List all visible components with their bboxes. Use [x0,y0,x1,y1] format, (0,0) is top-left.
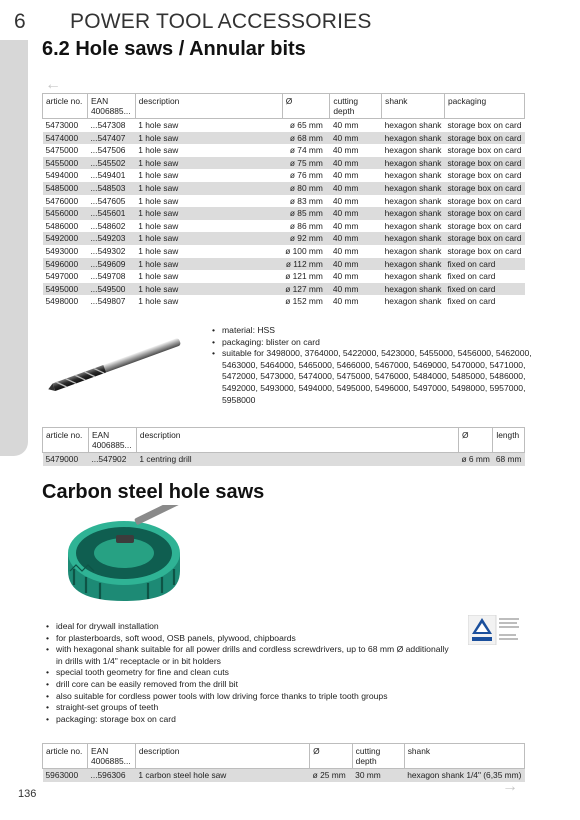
cell-depth: 40 mm [332,245,359,256]
cell-diameter: ø 152 mm [285,296,323,307]
cell-shank: hexagon shank [382,157,445,170]
list-item: • also suitable for cordless power tools with low driving force thanks to triple tooth groups [46,691,456,703]
table-row [43,258,525,271]
cell-diameter: ø 121 mm [285,271,323,282]
cell-ean: ...547407 [87,132,135,145]
header-article: article no. [43,428,89,453]
list-item: • drill core can be easily removed from the drill bit [46,679,456,691]
table-row [43,283,525,296]
cell-diameter: ø 85 mm [282,207,330,220]
cell-packaging: fixed on card [444,283,524,296]
cell-description: 1 hole saw [135,157,282,170]
table-row [43,232,525,245]
cell-packaging: fixed on card [444,258,524,271]
table-row [43,295,525,308]
carbon-steel-section-title: Carbon steel hole saws [42,481,265,503]
drill-features-list [212,325,532,406]
cell-shank: hexagon shank [384,220,442,231]
carbon-steel-hole-saw-table [42,743,525,782]
table-row [43,769,525,782]
cell-diameter: ø 100 mm [285,245,323,256]
table-row [43,144,525,157]
arrow-left-icon[interactable]: ← [45,76,61,93]
cell-depth: 40 mm [332,145,359,156]
section-title: 6.2 Hole saws / Annular bits [42,38,306,60]
list-item: • material: HSS [212,325,532,337]
centring-drill-image [44,330,186,400]
cell-depth: 40 mm [330,283,382,296]
table-header-row [43,428,525,453]
list-item: • suitable for 3498000, 3764000, 5422000, 5423000, 5455000, 5456000, 5462000, 5463000, 5464000, 5465000, 5466000, 5467000, 5469000, 5470000, 5471000, 5472000, 5473000, 5474000, 5475000, 5476000, 5484000, 5485000, 5486000, 5492000, 5493000, 5494000, 5495000, 5496000, 5497000, 5498000, 5957000, 5958000 [212,348,532,406]
cell-article: 5495000 [43,283,88,296]
cell-shank: hexagon shank [384,120,442,130]
cell-ean: ...549708 [90,271,126,282]
cell-packaging: storage box on card [447,245,522,256]
cell-description: 1 hole saw [138,195,179,206]
cell-packaging: fixed on card [447,296,496,307]
cell-ean: ...548503 [87,182,135,195]
cell-diameter: ø 80 mm [282,182,330,195]
list-item: • ideal for drywall installation [46,621,456,633]
cell-ean: ...548602 [90,220,126,231]
cell-ean: ...596306 [88,769,136,782]
cell-depth: 40 mm [330,258,382,271]
cell-article: 5963000 [43,769,88,782]
cell-description: 1 hole saw [135,182,282,195]
header-cutting-depth: cutting depth [330,94,382,119]
list-item: • with hexagonal shank suitable for all power drills and cordless screwdrivers, up to 68 mm Ø additionally in drills with 1/4" receptacle or in bit holders [46,644,456,667]
cell-ean: ...547605 [90,195,126,206]
cell-diameter: ø 127 mm [282,283,330,296]
cell-description: 1 hole saw [138,271,179,282]
cell-description: 1 hole saw [138,220,179,231]
cell-shank: hexagon shank [384,195,442,206]
table-row [43,207,525,220]
cell-shank: hexagon shank [382,182,445,195]
table-row [43,453,525,466]
cell-description: 1 hole saw [135,258,282,271]
cell-diameter: ø 68 mm [282,132,330,145]
table-row [43,195,525,208]
cell-packaging: storage box on card [444,207,524,220]
cell-depth: 40 mm [332,195,359,206]
header-ean: EAN 4006885... [88,428,136,453]
cell-packaging: storage box on card [447,220,522,231]
cell-article: 5494000 [45,170,79,181]
header-article: article no. [43,94,88,119]
list-item: • straight-set groups of teeth [46,702,456,714]
cell-description: 1 hole saw [135,207,282,220]
list-item: • special tooth geometry for fine and clean cuts [46,667,456,679]
cell-depth: 40 mm [332,296,359,307]
cell-ean: ...549203 [87,232,135,245]
header-description: description [135,744,309,769]
cell-packaging: storage box on card [447,170,522,181]
cell-ean: ...547902 [88,453,136,466]
cell-shank: hexagon shank [384,245,442,256]
cell-article: 5497000 [45,271,79,282]
cell-article: 5455000 [43,157,88,170]
cell-depth: 40 mm [332,220,359,231]
table-row [43,119,525,132]
cell-shank: hexagon shank [382,283,445,296]
cell-length: 68 mm [493,453,525,466]
cell-description: 1 hole saw [138,120,179,130]
header-ean: EAN 4006885... [88,744,136,769]
header-length: length [493,428,525,453]
cell-description: 1 hole saw [138,145,179,156]
cell-packaging: storage box on card [447,120,522,130]
table-row [43,169,525,182]
table-header-row [43,94,525,119]
header-packaging: packaging [444,94,524,119]
cell-article: 5496000 [43,258,88,271]
cell-depth: 40 mm [330,132,382,145]
cell-shank: hexagon shank [384,271,442,282]
cell-diameter: ø 74 mm [289,145,323,156]
cell-ean: ...549807 [90,296,126,307]
cell-article: 5456000 [43,207,88,220]
cell-packaging: fixed on card [447,271,496,282]
certification-logo [468,615,522,645]
cell-ean: ...547308 [90,120,126,130]
cell-article: 5479000 [43,453,89,466]
cell-description: 1 hole saw [135,232,282,245]
cell-diameter: ø 65 mm [289,120,323,130]
cell-ean: ...545601 [87,207,135,220]
list-item: • packaging: blister on card [212,337,532,349]
cell-packaging: storage box on card [444,132,524,145]
arrow-right-icon[interactable]: → [502,778,518,795]
cell-depth: 40 mm [332,120,359,130]
cell-article: 5492000 [43,232,88,245]
cell-shank: hexagon shank [384,170,442,181]
cell-ean: ...549302 [90,245,126,256]
cell-article: 5475000 [45,145,79,156]
hole-saw-table [42,93,525,308]
hole-saw-image [60,505,200,605]
table-row [43,270,525,283]
cell-shank: hexagon shank [382,258,445,271]
cell-depth: 40 mm [332,170,359,181]
cell-shank: hexagon shank [384,145,442,156]
cell-description: 1 hole saw [135,283,282,296]
cell-packaging: storage box on card [444,157,524,170]
cell-shank: hexagon shank 1/4" (6,35 mm) [404,769,524,782]
header-description: description [135,94,282,119]
header-diameter: Ø [282,94,330,119]
cell-description: 1 hole saw [135,132,282,145]
cell-article: 5486000 [45,220,79,231]
header-article: article no. [43,744,88,769]
cell-depth: 40 mm [330,232,382,245]
cell-diameter: ø 83 mm [289,195,323,206]
cell-ean: ...549609 [87,258,135,271]
cell-diameter: ø 86 mm [289,220,323,231]
cell-shank: hexagon shank [382,207,445,220]
cell-shank: hexagon shank [384,296,442,307]
cell-shank: hexagon shank [382,132,445,145]
cell-article: 5474000 [43,132,88,145]
table-row [43,245,525,258]
list-item: • packaging: storage box on card [46,714,456,726]
cell-packaging: storage box on card [447,195,522,206]
chapter-side-tab [0,40,28,456]
cell-diameter: ø 25 mm [310,769,352,782]
cell-ean: ...549500 [87,283,135,296]
header-cutting-depth: cutting depth [352,744,404,769]
cell-ean: ...545502 [87,157,135,170]
hole-saw-features-list [46,621,456,725]
cell-article: 5473000 [45,120,79,130]
cell-article: 5498000 [45,296,79,307]
cell-diameter: ø 6 mm [458,453,492,466]
cell-depth: 40 mm [332,271,359,282]
table-row [43,157,525,170]
cell-diameter: ø 75 mm [282,157,330,170]
header-shank: shank [404,744,524,769]
centring-drill-table [42,427,525,466]
cell-description: 1 hole saw [138,170,179,181]
cell-depth: 40 mm [330,182,382,195]
cell-packaging: storage box on card [444,232,524,245]
cell-description: 1 centring drill [136,453,458,466]
cell-packaging: storage box on card [447,145,522,156]
cell-depth: 40 mm [330,207,382,220]
cell-article: 5493000 [45,245,79,256]
table-header-row [43,744,525,769]
table-row [43,182,525,195]
chapter-title: POWER TOOL ACCESSORIES [70,10,372,33]
page-number: 136 [18,788,37,800]
header-description: description [136,428,458,453]
chapter-number: 6 [14,10,26,33]
cell-ean: ...547506 [90,145,126,156]
header-diameter: Ø [458,428,492,453]
cell-cutting-depth: 30 mm [352,769,404,782]
cell-diameter: ø 76 mm [289,170,323,181]
cell-diameter: ø 112 mm [282,258,330,271]
cell-description: 1 hole saw [138,245,179,256]
table-row [43,132,525,145]
cell-description: 1 hole saw [138,296,179,307]
cell-description: 1 carbon steel hole saw [135,769,309,782]
cell-diameter: ø 92 mm [282,232,330,245]
header-ean: EAN 4006885... [87,94,135,119]
cell-article: 5476000 [45,195,79,206]
cell-shank: hexagon shank [382,232,445,245]
cell-packaging: storage box on card [444,182,524,195]
cell-depth: 40 mm [330,157,382,170]
header-shank: shank [382,94,445,119]
list-item: • for plasterboards, soft wood, OSB panels, plywood, chipboards [46,633,456,645]
table-row [43,220,525,233]
cell-ean: ...549401 [90,170,126,181]
header-diameter: Ø [310,744,352,769]
cell-article: 5485000 [43,182,88,195]
